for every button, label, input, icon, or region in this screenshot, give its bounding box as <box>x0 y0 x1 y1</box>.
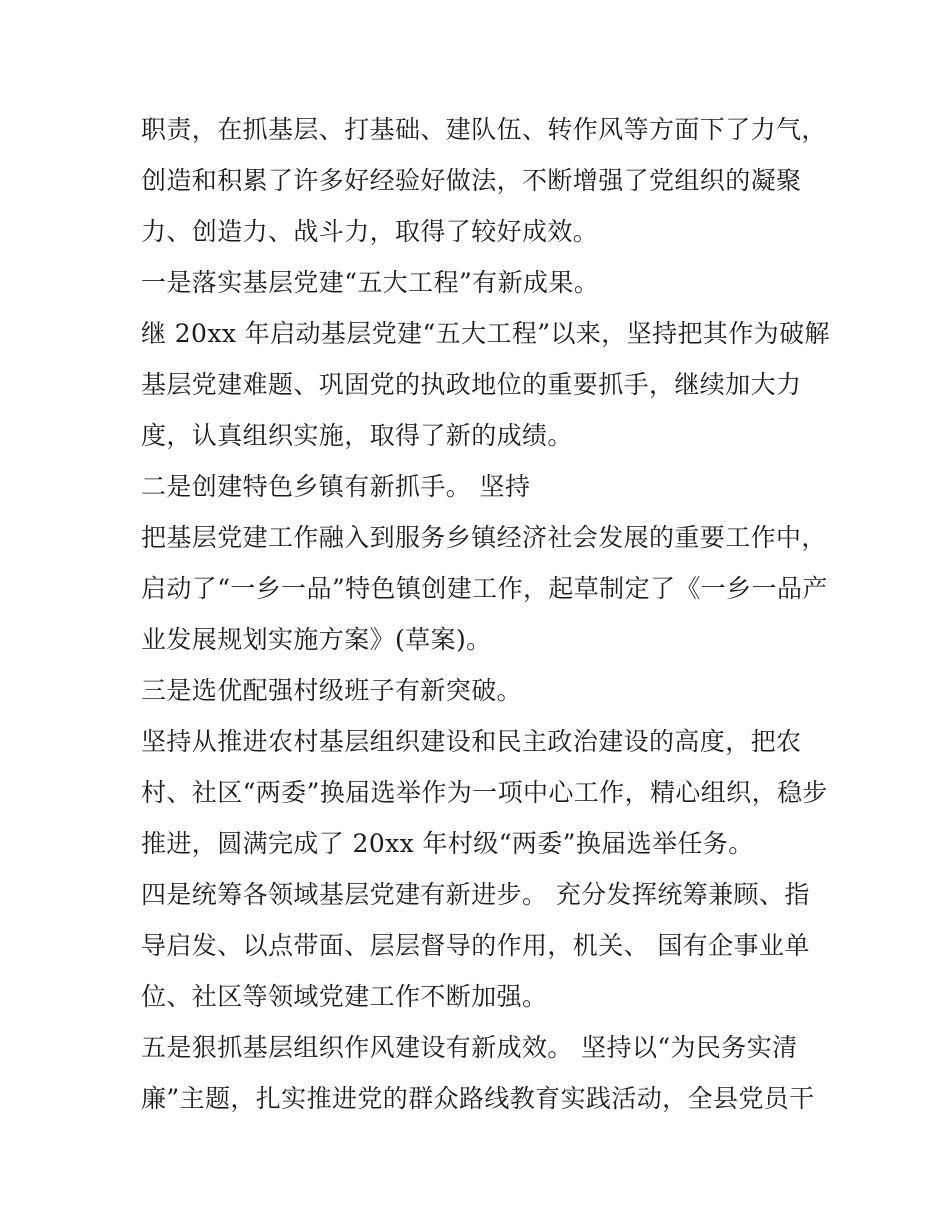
section-heading-4: 四是统筹各领域基层党建有新进步。 充分发挥统筹兼顾、指 <box>141 880 810 909</box>
text-line: 继 20xx 年启动基层党建“五大工程”以来，坚持把其作为破解 <box>141 319 830 348</box>
section-heading-3: 三是选优配强村级班子有新突破。 <box>141 676 523 705</box>
text-line: 导启发、以点带面、层层督导的作用，机关、 国有企事业单 <box>141 931 810 960</box>
section-heading-1: 一是落实基层党建“五大工程”有新成果。 <box>141 268 600 297</box>
text-line: 坚持从推进农村基层组织建设和民主政治建设的高度，把农 <box>141 727 802 756</box>
text-line: 基层党建难题、巩固党的执政地位的重要抓手，继续加大力 <box>141 370 802 399</box>
text-line: 启动了“一乡一品”特色镇创建工作，起草制定了《一乡一品产 <box>141 574 828 603</box>
text-line: 度，认真组织实施，取得了新的成绩。 <box>141 421 573 450</box>
text-line: 廉”主题，扎实推进党的群众路线教育实践活动，全县党员干 <box>141 1084 815 1113</box>
text-line: 位、社区等领域党建工作不断加强。 <box>141 982 548 1011</box>
text-line: 把基层党建工作融入到服务乡镇经济社会发展的重要工作中， <box>141 523 827 552</box>
document-body <box>141 104 830 1124</box>
text-line: 村、社区“两委”换届选举作为一项中心工作，精心组织，稳步 <box>141 778 828 807</box>
text-line: 职责，在抓基层、打基础、建队伍、转作风等方面下了力气， <box>141 115 827 144</box>
text-line: 创造和积累了许多好经验好做法，不断增强了党组织的凝聚 <box>141 166 802 195</box>
section-heading-2: 二是创建特色乡镇有新抓手。 坚持 <box>141 472 531 501</box>
text-line: 推进，圆满完成了 20xx 年村级“两委”换届选举任务。 <box>141 829 754 858</box>
text-line: 力、创造力、战斗力，取得了较好成效。 <box>141 217 599 246</box>
text-line: 业发展规划实施方案》(草案)。 <box>141 625 492 654</box>
section-heading-5: 五是狠抓基层组织作风建设有新成效。 坚持以“为民务实清 <box>141 1033 798 1062</box>
